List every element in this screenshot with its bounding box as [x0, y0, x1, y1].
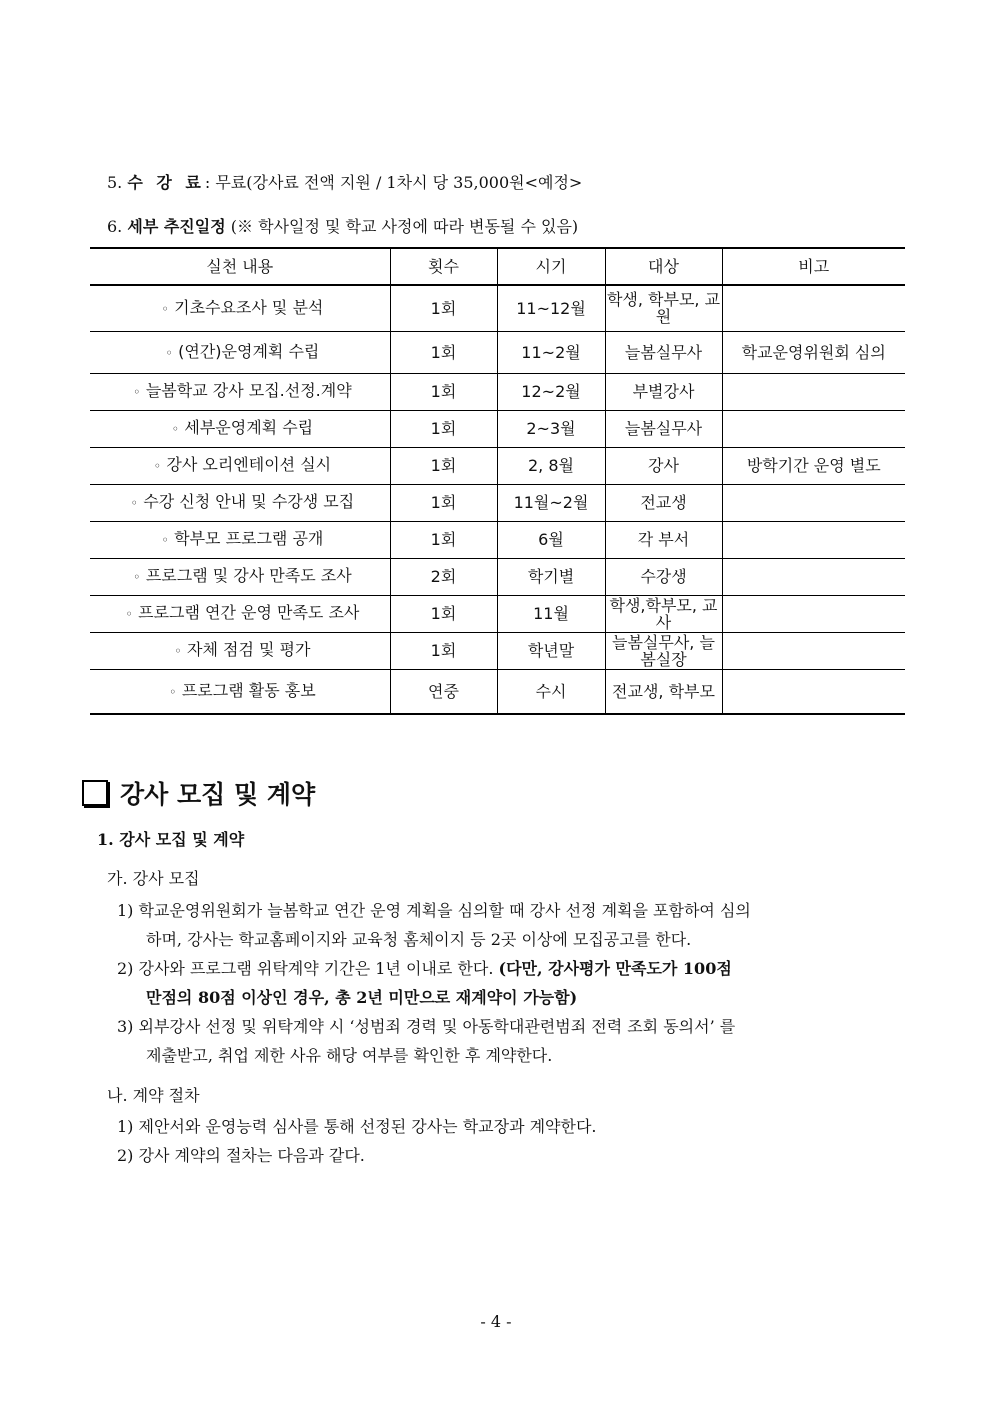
task-text: 수강 신청 안내 및 수강생 모집: [143, 492, 355, 511]
task-cell: ◦ 강사 오리엔테이션 실시: [90, 447, 390, 484]
task-text: 세부운영계획 수립: [184, 418, 314, 437]
target-cell: 늘봄실무사: [605, 331, 722, 373]
period-cell: 수시: [497, 669, 605, 714]
na2-line: [117, 1143, 365, 1166]
note-cell: [722, 373, 905, 410]
target-cell: 부별강사: [605, 373, 722, 410]
schedule-table: [90, 247, 905, 715]
item-ga-title: 가. 강사 모집: [107, 869, 200, 888]
na2-number: 2): [117, 1146, 134, 1165]
target-cell: 각 부서: [605, 521, 722, 558]
na2-text: 강사 계약의 절차는 다음과 같다.: [138, 1146, 365, 1165]
table-row: [90, 484, 905, 521]
count-cell: 1회: [390, 373, 497, 410]
table-row: [90, 558, 905, 595]
table-row: [90, 669, 905, 714]
schedule-label: 세부 추진일정: [127, 217, 226, 236]
task-text: 프로그램 활동 홍보: [181, 680, 316, 700]
table-row: [90, 595, 905, 632]
count-cell: 1회: [390, 632, 497, 669]
note-cell: [722, 484, 905, 521]
count-cell: 2회: [390, 558, 497, 595]
page-number: - 4 -: [480, 1312, 512, 1331]
section-heading: [82, 775, 315, 811]
count-cell: 1회: [390, 285, 497, 331]
target-cell: 강사: [605, 447, 722, 484]
task-text: 프로그램 및 강사 만족도 조사: [145, 566, 352, 585]
count-cell: 1회: [390, 521, 497, 558]
note-cell: 방학기간 운영 별도: [722, 447, 905, 484]
note-cell: [722, 632, 905, 669]
note-cell: [722, 558, 905, 595]
header-count: 횟수: [390, 248, 497, 285]
count-cell: 연중: [390, 669, 497, 714]
table-row: [90, 285, 905, 331]
period-cell: 12~2월: [497, 373, 605, 410]
section-heading-text: 강사 모집 및 계약: [120, 780, 316, 809]
target-cell: 늘봄실무사, 늘봄실장: [605, 632, 722, 669]
table-row: [90, 373, 905, 410]
ga1-text-a: 학교운영위원회가 늘봄학교 연간 운영 계획을 심의할 때 강사 선정 계획을 포함하여 심의: [138, 901, 751, 920]
task-cell: ◦ 세부운영계획 수립: [90, 410, 390, 447]
period-cell: 2~3월: [497, 410, 605, 447]
item-na-title: 나. 계약 절차: [107, 1086, 200, 1105]
note-cell: 학교운영위원회 심의: [722, 331, 905, 373]
ga1-line-a: [117, 898, 751, 921]
task-text: 기초수요조사 및 분석: [174, 297, 324, 317]
task-text: 강사 오리엔테이션 실시: [166, 455, 332, 474]
period-cell: 6월: [497, 521, 605, 558]
table-row: [90, 447, 905, 484]
ga2-text-a: 강사와 프로그램 위탁계약 기간은 1년 이내로 한다.: [138, 959, 494, 978]
task-text: 자체 점검 및 평가: [187, 640, 311, 659]
ga2-bold-b: 만점의 80점 이상인 경우, 총 2년 미만으로 재계약이 가능함): [146, 988, 578, 1007]
target-cell: 수강생: [605, 558, 722, 595]
schedule-number: 6.: [107, 217, 123, 236]
task-text: 늘봄학교 강사 모집.선정.계약: [145, 381, 352, 400]
fee-label: 수 강 료: [127, 173, 205, 192]
ga3-text-a: 외부강사 선정 및 위탁계약 시 ‘성범죄 경력 및 아동학대관련범죄 전력 조회 동의서’ 를: [138, 1017, 736, 1036]
schedule-title: [107, 214, 578, 237]
count-cell: 1회: [390, 595, 497, 632]
ga2-number: 2): [117, 959, 134, 978]
target-cell: 학생,학부모, 교사: [605, 595, 722, 632]
fee-number: 5.: [107, 173, 123, 192]
target-cell: 전교생: [605, 484, 722, 521]
note-cell: [722, 595, 905, 632]
note-cell: [722, 285, 905, 331]
fee-text: : 무료(강사료 전액 지원 / 1차시 당 35,000원<예정>: [204, 173, 583, 192]
count-cell: 1회: [390, 410, 497, 447]
target-cell: 학생, 학부모, 교원: [605, 285, 722, 331]
task-cell: ◦ 기초수요조사 및 분석: [90, 285, 390, 331]
task-cell: ◦ 자체 점검 및 평가: [90, 632, 390, 669]
header-target: 대상: [605, 248, 722, 285]
ga1-number: 1): [117, 901, 134, 920]
fee-line: [107, 170, 582, 193]
header-task: 실천 내용: [90, 248, 390, 285]
ga1-text-b: 하며, 강사는 학교홈페이지와 교육청 홈체이지 등 2곳 이상에 모집공고를 한다.: [146, 930, 692, 949]
period-cell: 11월: [497, 595, 605, 632]
count-cell: 1회: [390, 447, 497, 484]
schedule-note: (※ 학사일정 및 학교 사정에 따라 변동될 수 있음): [230, 217, 579, 236]
ga2-line-a: [117, 956, 732, 979]
table-row: [90, 632, 905, 669]
header-note: 비고: [722, 248, 905, 285]
period-cell: 11~12월: [497, 285, 605, 331]
count-cell: 1회: [390, 484, 497, 521]
subsection-title: 1. 강사 모집 및 계약: [97, 830, 245, 849]
table-row: [90, 521, 905, 558]
task-cell: ◦ 프로그램 연간 운영 만족도 조사: [90, 595, 390, 632]
period-cell: 2, 8월: [497, 447, 605, 484]
period-cell: 11월~2월: [497, 484, 605, 521]
header-period: 시기: [497, 248, 605, 285]
na1-text: 제안서와 운영능력 심사를 통해 선정된 강사는 학교장과 계약한다.: [138, 1117, 597, 1136]
note-cell: [722, 521, 905, 558]
task-text: 프로그램 연간 운영 만족도 조사: [138, 603, 360, 622]
task-cell: ◦ 학부모 프로그램 공개: [90, 521, 390, 558]
period-cell: 학년말: [497, 632, 605, 669]
count-cell: 1회: [390, 331, 497, 373]
period-cell: 학기별: [497, 558, 605, 595]
table-row: [90, 331, 905, 373]
period-cell: 11~2월: [497, 331, 605, 373]
target-cell: 전교생, 학부모: [605, 669, 722, 714]
task-text: (연간)운영계획 수립: [178, 341, 320, 361]
task-cell: ◦ (연간)운영계획 수립: [90, 331, 390, 373]
task-cell: ◦ 수강 신청 안내 및 수강생 모집: [90, 484, 390, 521]
task-cell: ◦ 프로그램 활동 홍보: [90, 669, 390, 714]
table-row: [90, 410, 905, 447]
ga2-bold-a: (다만, 강사평가 만족도가 100점: [498, 959, 732, 978]
task-cell: ◦ 프로그램 및 강사 만족도 조사: [90, 558, 390, 595]
checkbox-square-icon: [82, 780, 108, 806]
ga3-line-a: [117, 1014, 735, 1037]
ga3-number: 3): [117, 1017, 134, 1036]
ga3-text-b: 제출받고, 취업 제한 사유 해당 여부를 확인한 후 계약한다.: [146, 1046, 553, 1065]
task-cell: ◦ 늘봄학교 강사 모집.선정.계약: [90, 373, 390, 410]
note-cell: [722, 669, 905, 714]
table-header-row: [90, 248, 905, 285]
na1-number: 1): [117, 1117, 134, 1136]
na1-line: [117, 1114, 597, 1137]
note-cell: [722, 410, 905, 447]
target-cell: 늘봄실무사: [605, 410, 722, 447]
task-text: 학부모 프로그램 공개: [174, 529, 324, 548]
